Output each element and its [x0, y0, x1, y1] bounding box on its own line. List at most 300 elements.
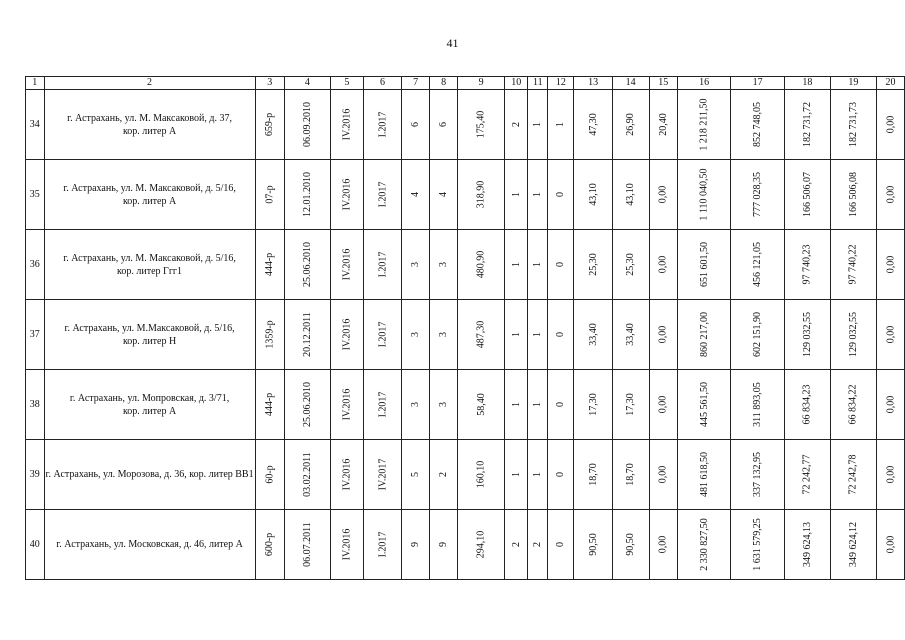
cell-value: IV.2016 [341, 178, 353, 211]
cell-value: 487,30 [475, 320, 487, 349]
cell-value: 66 834,22 [847, 384, 859, 425]
cell-col-20 [876, 440, 904, 510]
cell-value: 25,30 [587, 253, 599, 276]
cell-value: 1359-р [264, 320, 276, 349]
cell-value: I.2017 [376, 391, 388, 418]
cell-value: 129 032,55 [801, 312, 813, 357]
cell-col-17 [731, 90, 785, 160]
address-cell [44, 510, 255, 580]
column-header-17: 17 [731, 77, 785, 90]
cell-col-8 [430, 160, 458, 230]
cell-col-19 [830, 440, 876, 510]
cell-col-9 [458, 510, 505, 580]
cell-value: 0 [555, 472, 567, 477]
cell-col-13 [574, 510, 612, 580]
cell-col-15 [649, 440, 677, 510]
cell-col-11 [528, 90, 548, 160]
cell-col-12 [548, 370, 574, 440]
cell-value: 3 [410, 262, 422, 267]
cell-col-8 [430, 90, 458, 160]
cell-value: 0,00 [884, 465, 896, 484]
cell-value: 1 [510, 192, 522, 197]
page-number: 41 [446, 36, 459, 50]
cell-value: 445 561,50 [698, 382, 710, 427]
cell-value: I.2017 [376, 111, 388, 138]
cell-value: 852 748,05 [752, 102, 764, 147]
cell-col-15 [649, 160, 677, 230]
cell-value: 318,90 [475, 180, 487, 209]
cell-value: 166 506,08 [847, 172, 859, 217]
cell-col-3 [255, 160, 284, 230]
cell-value: 66 834,23 [801, 384, 813, 425]
cell-value: 602 151,90 [752, 312, 764, 357]
address-line-2: кор. литер Н [122, 335, 177, 347]
cell-value: 72 242,78 [847, 454, 859, 495]
cell-col-4 [284, 230, 330, 300]
cell-value: 43,10 [587, 183, 599, 206]
cell-col-19 [830, 370, 876, 440]
table-row [26, 90, 905, 160]
cell-col-5 [330, 370, 363, 440]
cell-col-7 [402, 440, 430, 510]
row-number: 36 [26, 230, 45, 300]
address-line-1: г. Астрахань, ул. М. Максаковой, д. 5/16, [63, 252, 236, 264]
cell-col-13 [574, 300, 612, 370]
cell-col-12 [548, 440, 574, 510]
cell-col-12 [548, 160, 574, 230]
cell-value: 0 [555, 192, 567, 197]
address-cell [44, 300, 255, 370]
cell-value: 3 [438, 332, 450, 337]
cell-value: 129 032,55 [847, 312, 859, 357]
cell-value: 03.02.2011 [301, 452, 313, 497]
table-row [26, 230, 905, 300]
cell-col-8 [430, 370, 458, 440]
address-line-2: кор. литер А [122, 405, 177, 417]
cell-value: 2 [532, 542, 544, 547]
cell-col-9 [458, 300, 505, 370]
cell-col-18 [784, 510, 830, 580]
cell-col-13 [574, 230, 612, 300]
cell-col-3 [255, 370, 284, 440]
column-header-4: 4 [284, 77, 330, 90]
cell-col-18 [784, 160, 830, 230]
cell-value: IV.2016 [341, 528, 353, 561]
cell-col-16 [677, 440, 731, 510]
cell-value: 1 631 579,25 [752, 518, 764, 571]
address-line-1: г. Астрахань, ул. Мопровская, д. 3/71, [69, 392, 230, 404]
cell-value: 60-р [264, 465, 276, 484]
cell-col-19 [830, 160, 876, 230]
cell-value: 18,70 [625, 463, 637, 486]
cell-col-9 [458, 230, 505, 300]
cell-value: 311 893,05 [752, 382, 764, 427]
cell-col-7 [402, 90, 430, 160]
cell-value: 0 [555, 332, 567, 337]
column-header-18: 18 [784, 77, 830, 90]
column-header-9: 9 [458, 77, 505, 90]
cell-col-15 [649, 510, 677, 580]
cell-col-13 [574, 440, 612, 510]
cell-value: 1 110 040,50 [698, 168, 710, 221]
column-header-11: 11 [528, 77, 548, 90]
cell-value: 17,30 [625, 393, 637, 416]
cell-value: I.2017 [376, 181, 388, 208]
cell-value: 456 121,05 [752, 242, 764, 287]
cell-col-18 [784, 90, 830, 160]
cell-col-18 [784, 300, 830, 370]
column-header-3: 3 [255, 77, 284, 90]
cell-value: 294,10 [475, 530, 487, 559]
cell-value: 444-р [264, 252, 276, 277]
cell-col-13 [574, 370, 612, 440]
cell-col-11 [528, 230, 548, 300]
cell-col-7 [402, 160, 430, 230]
cell-value: 97 740,22 [847, 244, 859, 285]
column-header-2: 2 [44, 77, 255, 90]
address-line-2: кор. литер А [122, 195, 177, 207]
cell-value: 1 [510, 402, 522, 407]
cell-value: 90,50 [587, 533, 599, 556]
cell-col-16 [677, 90, 731, 160]
address-line-1: г. Астрахань, ул. Московская, д. 46, литер А [56, 539, 243, 550]
cell-value: 182 731,72 [801, 102, 813, 147]
cell-col-16 [677, 510, 731, 580]
address-cell [44, 440, 255, 510]
table-row [26, 160, 905, 230]
cell-value: 2 [510, 122, 522, 127]
cell-value: 0,00 [657, 395, 669, 414]
cell-col-3 [255, 510, 284, 580]
cell-value: 0,00 [657, 465, 669, 484]
cell-value: I.2017 [376, 531, 388, 558]
address-cell [44, 370, 255, 440]
cell-value: 0,00 [657, 185, 669, 204]
cell-col-15 [649, 370, 677, 440]
cell-col-7 [402, 370, 430, 440]
header-row [26, 77, 905, 90]
cell-value: IV.2016 [341, 318, 353, 351]
cell-value: 160,10 [475, 460, 487, 489]
cell-col-9 [458, 370, 505, 440]
cell-value: 12.01.2010 [301, 172, 313, 217]
cell-value: 651 601,50 [698, 242, 710, 287]
column-header-8: 8 [430, 77, 458, 90]
cell-value: 0 [555, 262, 567, 267]
cell-value: 166 506,07 [801, 172, 813, 217]
cell-value: 0,00 [884, 255, 896, 274]
cell-col-17 [731, 510, 785, 580]
cell-col-20 [876, 300, 904, 370]
cell-value: 47,30 [587, 113, 599, 136]
cell-value: 58,40 [475, 393, 487, 416]
cell-value: 0 [555, 402, 567, 407]
cell-col-5 [330, 160, 363, 230]
cell-value: 481 618,50 [698, 452, 710, 497]
cell-value: 600-р [264, 532, 276, 557]
row-number: 40 [26, 510, 45, 580]
cell-value: 4 [438, 192, 450, 197]
cell-value: IV.2016 [341, 248, 353, 281]
cell-col-10 [505, 160, 528, 230]
cell-value: 659-р [264, 112, 276, 137]
cell-value: 0 [555, 542, 567, 547]
cell-col-13 [574, 90, 612, 160]
cell-col-5 [330, 510, 363, 580]
cell-value: 1 218 211,50 [698, 98, 710, 151]
cell-value: 33,40 [625, 323, 637, 346]
cell-col-6 [363, 440, 401, 510]
cell-col-11 [528, 370, 548, 440]
cell-col-15 [649, 300, 677, 370]
cell-value: 9 [438, 542, 450, 547]
cell-col-6 [363, 370, 401, 440]
cell-value: 480,90 [475, 250, 487, 279]
address-line-1: г. Астрахань, ул. Морозова, д. 36, кор. литер ВВ1 [45, 469, 254, 480]
cell-col-4 [284, 510, 330, 580]
cell-col-16 [677, 370, 731, 440]
cell-col-12 [548, 90, 574, 160]
cell-value: 182 731,73 [847, 102, 859, 147]
cell-col-10 [505, 440, 528, 510]
column-header-5: 5 [330, 77, 363, 90]
cell-value: 72 242,77 [801, 454, 813, 495]
cell-value: 25,30 [625, 253, 637, 276]
cell-col-14 [612, 300, 649, 370]
cell-col-19 [830, 90, 876, 160]
cell-col-9 [458, 160, 505, 230]
address-line-2: кор. литер Ггг1 [117, 265, 183, 277]
address-line-1: г. Астрахань, ул. М.Максаковой, д. 5/16, [64, 322, 235, 334]
cell-value: 4 [410, 192, 422, 197]
cell-col-10 [505, 510, 528, 580]
column-header-6: 6 [363, 77, 401, 90]
cell-value: 17,30 [587, 393, 599, 416]
cell-value: 9 [410, 542, 422, 547]
cell-col-17 [731, 300, 785, 370]
table-row [26, 510, 905, 580]
cell-value: IV.2016 [341, 388, 353, 421]
cell-value: 2 [510, 542, 522, 547]
cell-value: 06.07.2011 [301, 522, 313, 567]
column-header-12: 12 [548, 77, 574, 90]
address-line-2: кор. литер А [122, 125, 177, 137]
cell-value: IV.2017 [376, 458, 388, 491]
cell-col-6 [363, 90, 401, 160]
cell-value: 1 [532, 122, 544, 127]
cell-value: 1 [532, 472, 544, 477]
cell-col-14 [612, 230, 649, 300]
cell-col-4 [284, 370, 330, 440]
cell-value: IV.2016 [341, 108, 353, 141]
cell-col-15 [649, 230, 677, 300]
cell-value: 3 [410, 402, 422, 407]
cell-col-20 [876, 230, 904, 300]
cell-value: 6 [410, 122, 422, 127]
cell-col-5 [330, 90, 363, 160]
cell-col-4 [284, 90, 330, 160]
cell-col-6 [363, 230, 401, 300]
cell-value: 1 [532, 332, 544, 337]
cell-value: IV.2016 [341, 458, 353, 491]
cell-col-12 [548, 300, 574, 370]
cell-col-15 [649, 90, 677, 160]
address-cell [44, 230, 255, 300]
column-header-14: 14 [612, 77, 649, 90]
cell-col-16 [677, 230, 731, 300]
cell-value: 26,90 [625, 113, 637, 136]
table-body [26, 90, 905, 580]
cell-col-8 [430, 300, 458, 370]
cell-col-19 [830, 510, 876, 580]
cell-col-5 [330, 300, 363, 370]
cell-value: 860 217,00 [698, 312, 710, 357]
cell-value: 25.06.2010 [301, 242, 313, 287]
cell-col-8 [430, 510, 458, 580]
cell-value: 0,00 [884, 395, 896, 414]
cell-value: 0,00 [884, 115, 896, 134]
cell-value: 2 330 827,50 [698, 518, 710, 571]
cell-col-18 [784, 370, 830, 440]
cell-col-7 [402, 230, 430, 300]
cell-col-19 [830, 300, 876, 370]
cell-col-17 [731, 370, 785, 440]
cell-value: 25.06.2010 [301, 382, 313, 427]
cell-col-18 [784, 440, 830, 510]
cell-col-13 [574, 160, 612, 230]
cell-col-17 [731, 160, 785, 230]
cell-col-8 [430, 440, 458, 510]
cell-value: 444-р [264, 392, 276, 417]
cell-col-20 [876, 90, 904, 160]
cell-col-14 [612, 90, 649, 160]
column-header-15: 15 [649, 77, 677, 90]
cell-value: 3 [438, 262, 450, 267]
registry-table [25, 76, 905, 580]
cell-value: 0,00 [657, 535, 669, 554]
cell-value: 20.12.2011 [301, 312, 313, 357]
cell-col-6 [363, 160, 401, 230]
cell-value: 0,00 [884, 535, 896, 554]
cell-col-5 [330, 440, 363, 510]
cell-value: 0,00 [884, 325, 896, 344]
cell-col-7 [402, 510, 430, 580]
cell-col-20 [876, 510, 904, 580]
cell-col-16 [677, 300, 731, 370]
cell-value: 1 [510, 262, 522, 267]
cell-col-14 [612, 510, 649, 580]
column-header-19: 19 [830, 77, 876, 90]
cell-value: 07-р [264, 185, 276, 204]
cell-col-11 [528, 510, 548, 580]
row-number: 34 [26, 90, 45, 160]
cell-col-4 [284, 440, 330, 510]
cell-value: 0,00 [657, 325, 669, 344]
row-number: 39 [26, 440, 45, 510]
cell-col-17 [731, 440, 785, 510]
cell-col-3 [255, 230, 284, 300]
cell-value: 97 740,23 [801, 244, 813, 285]
address-cell [44, 160, 255, 230]
cell-col-8 [430, 230, 458, 300]
cell-col-18 [784, 230, 830, 300]
cell-col-10 [505, 370, 528, 440]
address-cell [44, 90, 255, 160]
row-number: 37 [26, 300, 45, 370]
address-line-1: г. Астрахань, ул. М. Максаковой, д. 37, [67, 112, 232, 124]
row-number: 38 [26, 370, 45, 440]
row-number: 35 [26, 160, 45, 230]
cell-col-11 [528, 440, 548, 510]
cell-col-11 [528, 160, 548, 230]
column-header-10: 10 [505, 77, 528, 90]
column-header-1: 1 [26, 77, 45, 90]
cell-col-3 [255, 300, 284, 370]
cell-col-4 [284, 160, 330, 230]
cell-value: 1 [555, 122, 567, 127]
table-row [26, 300, 905, 370]
cell-col-17 [731, 230, 785, 300]
cell-value: 6 [438, 122, 450, 127]
cell-value: 3 [410, 332, 422, 337]
cell-value: 1 [510, 332, 522, 337]
cell-col-6 [363, 510, 401, 580]
cell-col-10 [505, 230, 528, 300]
cell-col-4 [284, 300, 330, 370]
cell-col-7 [402, 300, 430, 370]
cell-col-6 [363, 300, 401, 370]
cell-value: 175,40 [475, 110, 487, 139]
cell-value: 337 132,95 [752, 452, 764, 497]
cell-col-10 [505, 90, 528, 160]
column-header-20: 20 [876, 77, 904, 90]
cell-value: 349 624,13 [801, 522, 813, 567]
cell-col-20 [876, 370, 904, 440]
cell-value: 3 [438, 402, 450, 407]
cell-col-19 [830, 230, 876, 300]
column-header-16: 16 [677, 77, 731, 90]
cell-col-3 [255, 90, 284, 160]
cell-col-11 [528, 300, 548, 370]
cell-value: 1 [532, 402, 544, 407]
cell-value: 33,40 [587, 323, 599, 346]
cell-col-9 [458, 440, 505, 510]
cell-col-12 [548, 510, 574, 580]
cell-col-10 [505, 300, 528, 370]
cell-value: 1 [532, 192, 544, 197]
cell-col-16 [677, 160, 731, 230]
cell-value: 0,00 [657, 255, 669, 274]
cell-value: 5 [410, 472, 422, 477]
cell-value: 2 [438, 472, 450, 477]
column-header-7: 7 [402, 77, 430, 90]
cell-col-14 [612, 370, 649, 440]
table-row [26, 370, 905, 440]
cell-value: 1 [532, 262, 544, 267]
cell-value: 43,10 [625, 183, 637, 206]
cell-value: 777 028,35 [752, 172, 764, 217]
cell-col-14 [612, 440, 649, 510]
table-row [26, 440, 905, 510]
cell-col-5 [330, 230, 363, 300]
cell-col-12 [548, 230, 574, 300]
cell-value: I.2017 [376, 321, 388, 348]
cell-value: 20,40 [657, 113, 669, 136]
cell-value: 0,00 [884, 185, 896, 204]
cell-col-20 [876, 160, 904, 230]
cell-col-9 [458, 90, 505, 160]
address-line-1: г. Астрахань, ул. М. Максаковой, д. 5/16, [63, 182, 236, 194]
